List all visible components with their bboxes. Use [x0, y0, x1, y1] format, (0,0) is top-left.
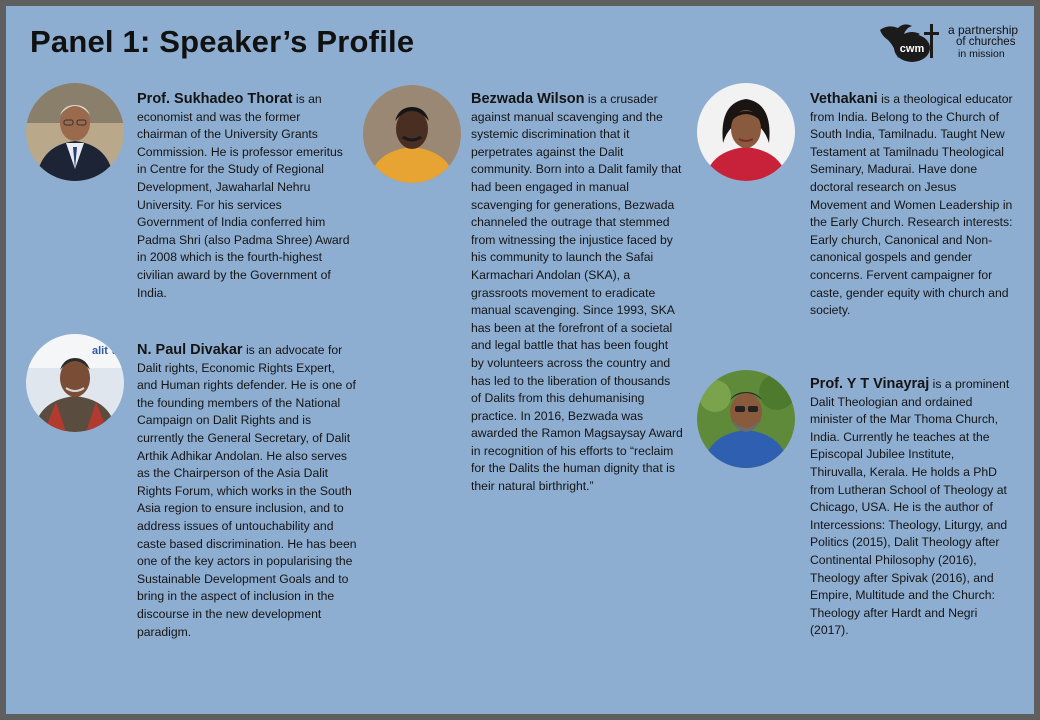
- cwm-logo-text: [948, 24, 1018, 60]
- speaker-text-wilson: is a crusader against manual scavenging and the systemic discrimination that it perpetrates against the Dalit community. Born into a Dalit family that had been engaged in manual scavenging for generations, Bezwada channeled the outrage that stemmed from witnessing the injustice faced by his community to launch the Safai Karmachari Andolan (SKA), a grassroots movement to eradicate manual scavenging. Since 1993, SKA has been at the forefront of a societal and legal battle that has been fought by volunteers across the country and has led to the liberation of thousands of Dalits from this dehumanising practice. In 2016, Bezwada was awarded the Ramon Magsaysay Award in recognition of his efforts to “reclaim for the Dalits the human dignity that is their natural birthright.”: [471, 92, 683, 494]
- speaker-text-divakar: is an advocate for Dalit rights, Economic Rights Expert, and Human rights defender. He is one of the founding members of the National Campaign on Dalit Rights and is currently the General Secretary, of Dalit Arthik Adhikar Andolan. He also serves as the Chairperson of the Asia Dalit Rights Forum, which works in the South Asia region to ensure inclusion, and to address issues of untouchability and caste based discrimination. He has been one of the key actors in popularising the Sustainable Development Goals and to bring in the aspect of inclusion in the discourse in the new development paradigm.: [137, 343, 357, 639]
- portrait-thorat-image: [26, 83, 124, 181]
- speaker-photo-wilson: [363, 85, 461, 183]
- logo-line-2: of churches: [956, 36, 1016, 48]
- speaker-text-vinayraj: is a prominent Dalit Theologian and ordained minister of the Mar Thoma Church, India. Currently he teaches at the Episcopal Jubilee Institute, Thiruvalla, Kerala. He holds a PhD from Lutheran School of Theology at Chicago, USA. He is the author of Intercessions: Theology, Liturgy, and Politics (2015), Dalit Theology after Continental Philosophy (2016), Theology after Spivak (2016), and Empire, Multitude and the Church: Theology after Hardt and Negri (2017).: [810, 377, 1010, 638]
- slide-title: Panel 1: Speaker’s Profile: [30, 24, 415, 59]
- speaker-name-vinayraj: Prof. Y T Vinayraj: [810, 376, 930, 392]
- speaker-name-divakar: N. Paul Divakar: [137, 342, 243, 358]
- speaker-name-wilson: Bezwada Wilson: [471, 91, 585, 107]
- speaker-text-thorat: is an economist and was the former chairman of the University Grants Commission. He is professor emeritus in Centre for the Study of Regional Development, Jawaharlal Nehru University. For his services Government of India conferred him Padma Shri (also Padma Shree) Award in 2008 which is the fourth-highest civilian award by the Government of India.: [137, 92, 350, 300]
- speaker-name-thorat: Prof. Sukhadeo Thorat: [137, 91, 293, 107]
- cwm-logo: [878, 18, 1028, 68]
- speaker-text-vethakani: is a theological educator from India. Belong to the Church of South India, Tamilnadu. Taught New Testament at Tamilnadu Theological Seminary, Madurai. Have done doctoral research on Jesus Movement and Women Leadership in the Early Church. Research interests: Early church, Canonical and Non- canonical gospels and gender concerns. Fervent campaigner for caste, gender equity with church and society.: [810, 92, 1013, 318]
- speaker-bio-vinayraj: [810, 376, 1010, 640]
- speaker-bio-thorat: [137, 91, 352, 302]
- cwm-mark-text: cwm: [899, 43, 925, 55]
- speaker-photo-thorat: [26, 83, 124, 181]
- speaker-bio-vethakani: [810, 91, 1014, 320]
- cwm-logo-icon: [878, 18, 942, 66]
- portrait-vinayraj-image: [697, 370, 795, 468]
- speaker-bio-wilson: [471, 91, 683, 496]
- slide: [6, 6, 1034, 714]
- speaker-photo-vethakani: [697, 83, 795, 181]
- portrait-vethakani-image: [697, 83, 795, 181]
- portrait-wilson-image: [363, 85, 461, 183]
- speaker-bio-divakar: [137, 342, 357, 641]
- speaker-photo-divakar: [26, 334, 124, 432]
- speaker-photo-vinayraj: [697, 370, 795, 468]
- banner-text: alit W: [92, 345, 122, 357]
- logo-line-1: a partnership: [948, 23, 1019, 37]
- portrait-divakar-image: [26, 334, 124, 432]
- speaker-name-vethakani: Vethakani: [810, 91, 878, 107]
- logo-line-3: in mission: [958, 48, 1005, 60]
